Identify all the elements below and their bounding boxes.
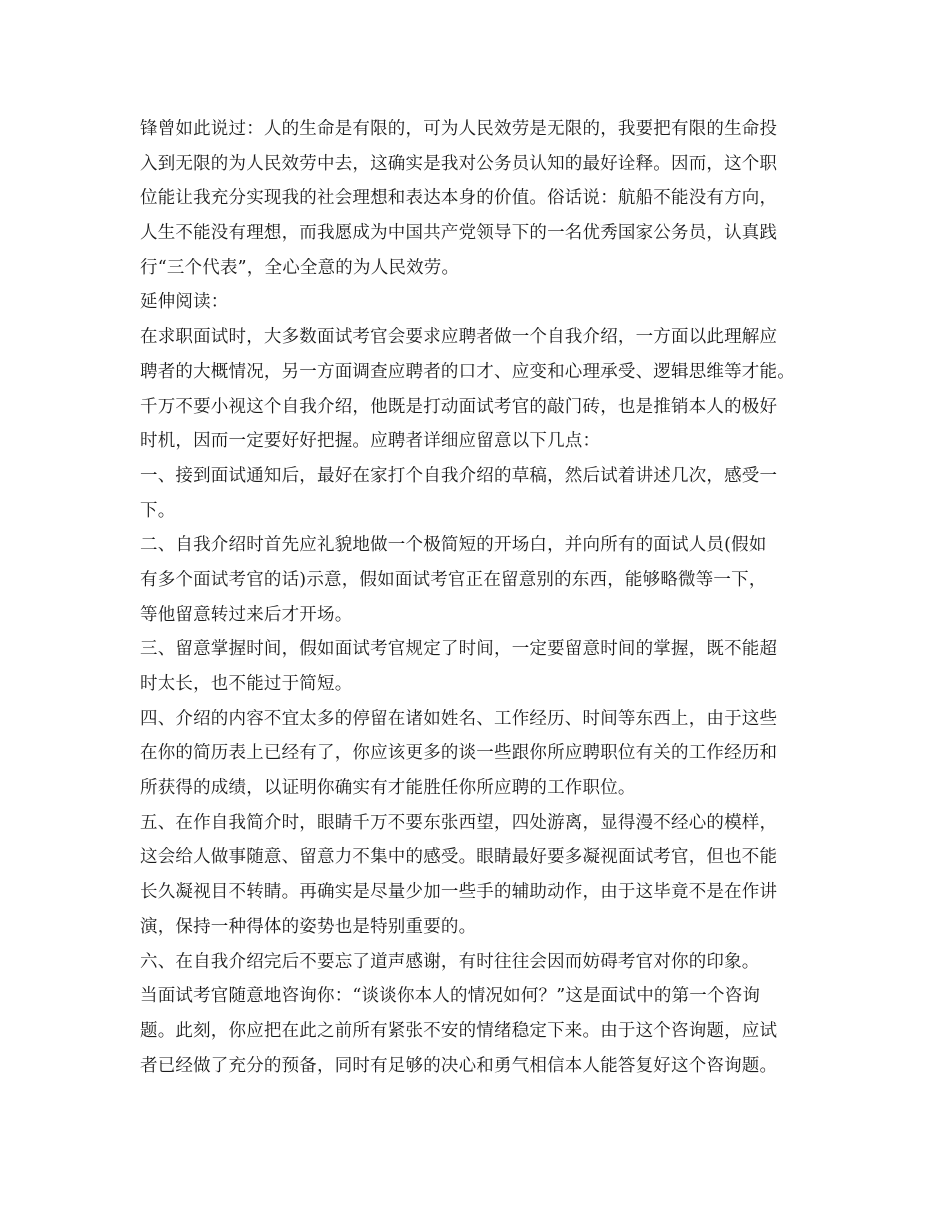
- list-item-line: 这会给人做事随意、留意力不集中的感受。眼睛最好要多凝视面试考官，但也不能: [140, 847, 778, 868]
- list-item-line: 在你的简历表上已经有了，你应该更多的谈一些跟你所应聘职位有关的工作经历和: [140, 743, 778, 764]
- text-line: 位能让我充分实现我的社会理想和表达本身的价值。俗话说：航船不能没有方向，: [140, 188, 778, 209]
- text-line: 当面试考官随意地咨询你：“谈谈你本人的情况如何？”这是面试中的第一个咨询: [140, 986, 761, 1007]
- text-line: 题。此刻，你应把在此之前所有紧张不安的情绪稳定下来。由于这个咨询题，应试: [140, 1020, 778, 1041]
- list-item-line: 四、介绍的内容不宜太多的停留在诸如姓名、工作经历、时间等东西上，由于这些: [140, 708, 778, 729]
- text-line: 千万不要小视这个自我介绍，他既是打动面试考官的敲门砖，也是推销本人的极好: [140, 396, 778, 417]
- list-item-line: 有多个面试考官的话)示意，假如面试考官正在留意别的东西，能够略微等一下，: [140, 569, 767, 590]
- text-line: 入到无限的为人民效劳中去，这确实是我对公务员认知的最好诠释。因而，这个职: [140, 153, 778, 174]
- list-item-line: 一、接到面试通知后，最好在家打个自我介绍的草稿，然后试着讲述几次，感受一: [140, 465, 778, 486]
- text-line: 人生不能没有理想，而我愿成为中国共产党领导下的一名优秀国家公务员，认真践: [140, 223, 778, 244]
- list-item-line: 六、在自我介绍完后不要忘了道声感谢，有时往往会因而妨碍考官对你的印象。: [140, 951, 760, 972]
- list-item-line: 所获得的成绩，以证明你确实有才能胜任你所应聘的工作职位。: [140, 778, 636, 799]
- text-line: 聘者的大概情况，另一方面调查应聘者的口才、应变和心理承受、逻辑思维等才能。: [140, 361, 795, 382]
- list-item-line: 下。: [140, 500, 176, 521]
- text-line: 行“三个代表”，全心全意的为人民效劳。: [140, 257, 460, 278]
- list-item-line: 三、留意掌握时间，假如面试考官规定了时间，一定要留意时间的掌握，既不能超: [140, 639, 778, 660]
- text-line: 在求职面试时，大多数面试考官会要求应聘者做一个自我介绍，一方面以此理解应: [140, 327, 778, 348]
- document-body: [140, 112, 820, 1083]
- section-heading: 延伸阅读：: [140, 292, 229, 313]
- list-item-line: 二、自我介绍时首先应礼貌地做一个极简短的开场白，并向所有的面试人员(假如: [140, 535, 767, 556]
- list-item-line: 时太长，也不能过于简短。: [140, 674, 353, 694]
- list-item-line: 长久凝视目不转睛。再确实是尽量少加一些手的辅助动作，由于这毕竟不是在作讲: [140, 882, 778, 903]
- text-line: 者已经做了充分的预备，同时有足够的决心和勇气相信本人能答复好这个咨询题。: [140, 1055, 778, 1076]
- list-item-line: 五、在作自我简介时，眼睛千万不要东张西望，四处游离，显得漫不经心的模样，: [140, 812, 778, 833]
- list-item-line: 演，保持一种得体的姿势也是特别重要的。: [140, 916, 477, 937]
- list-item-line: 等他留意转过来后才开场。: [140, 604, 353, 625]
- text-line: 锋曾如此说过：人的生命是有限的，可为人民效劳是无限的，我要把有限的生命投: [140, 119, 778, 139]
- text-line: 时机，因而一定要好好把握。应聘者详细应留意以下几点：: [140, 431, 601, 452]
